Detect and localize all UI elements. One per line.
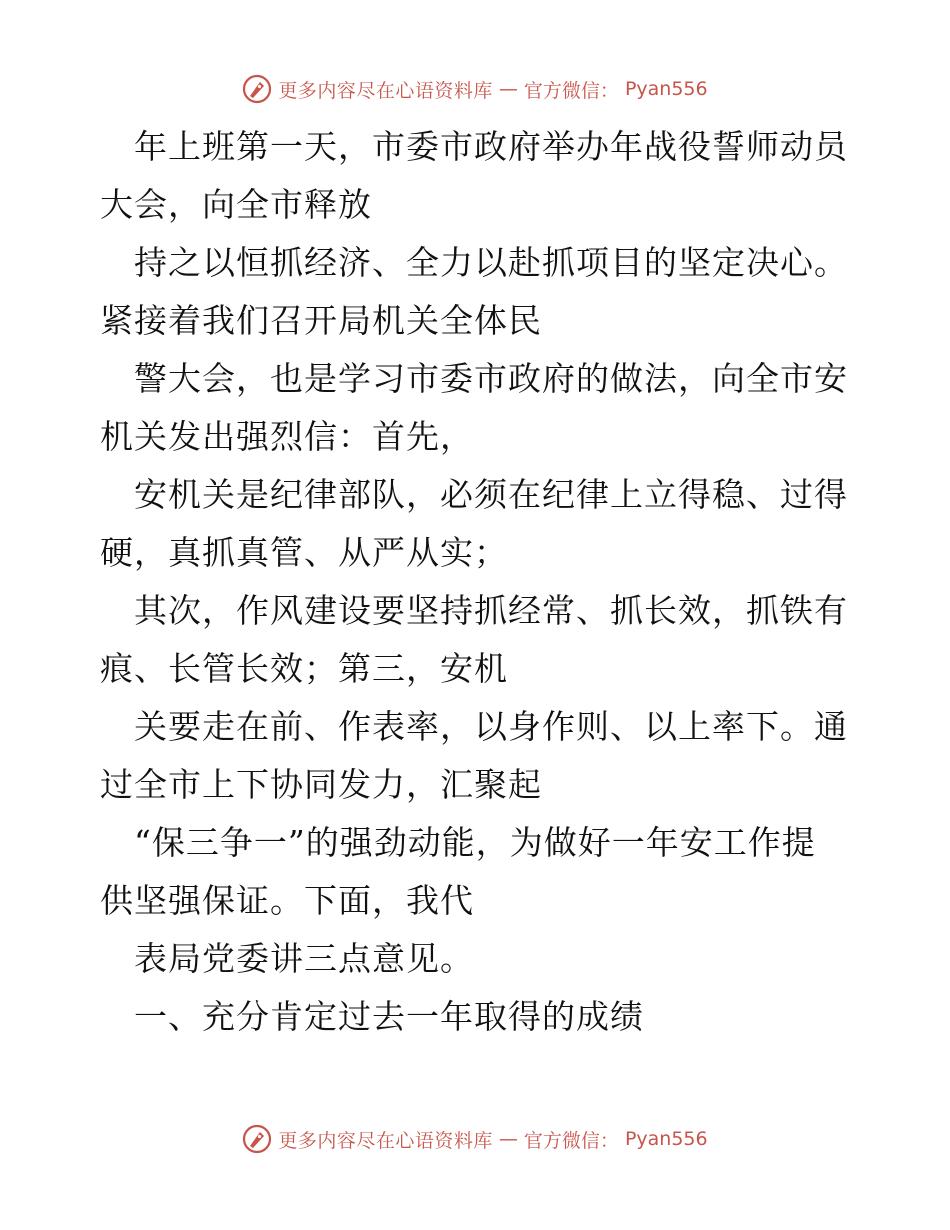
paragraph-line: 其次，作风建设要坚持抓经常、抓长效，抓铁有 <box>134 591 848 630</box>
paragraph-line: 硬，真抓真管、从严从实； <box>100 533 508 572</box>
paragraph-line: 过全市上下协同发力，汇聚起 <box>100 765 542 804</box>
paragraph-line: 年上班第一天，市委市政府举办年战役誓师动员 <box>134 127 848 166</box>
banner-wechat-id: Pyan556 <box>624 1128 708 1150</box>
pen-nib-logo-icon <box>242 74 272 104</box>
banner-dash: — <box>498 78 518 100</box>
paragraph-line: 机关发出强烈信：首先， <box>100 417 474 456</box>
paragraph-line: 供坚强保证。下面，我代 <box>100 881 474 920</box>
pen-nib-logo-icon <box>242 1124 272 1154</box>
section-heading: 一、充分肯定过去一年取得的成绩 <box>134 997 644 1036</box>
banner-brand-text: 更多内容尽在心语资料库 <box>278 1129 493 1152</box>
paragraph-line: “保三争一”的强劲动能，为做好一年安工作提 <box>134 823 816 862</box>
paragraph-line: 安机关是纪律部队，必须在纪律上立得稳、过得 <box>134 475 848 514</box>
paragraph-line: 表局党委讲三点意见。 <box>134 939 474 978</box>
banner-wechat-id: Pyan556 <box>624 78 708 100</box>
banner-dash: — <box>498 1128 518 1150</box>
header-banner <box>0 74 950 104</box>
banner-brand-text: 更多内容尽在心语资料库 <box>278 79 493 102</box>
paragraph-line: 关要走在前、作表率，以身作则、以上率下。通 <box>134 707 848 746</box>
document-body <box>100 118 860 1046</box>
paragraph-line: 大会，向全市释放 <box>100 185 372 224</box>
paragraph-line: 痕、长管长效；第三，安机 <box>100 649 508 688</box>
banner-wechat-label: 官方微信： <box>523 1129 619 1152</box>
paragraph-line: 持之以恒抓经济、全力以赴抓项目的坚定决心。 <box>134 243 848 282</box>
paragraph-line: 紧接着我们召开局机关全体民 <box>100 301 542 340</box>
banner-wechat-label: 官方微信： <box>523 79 619 102</box>
paragraph-line: 警大会，也是学习市委市政府的做法，向全市安 <box>134 359 848 398</box>
footer-banner <box>0 1124 950 1154</box>
